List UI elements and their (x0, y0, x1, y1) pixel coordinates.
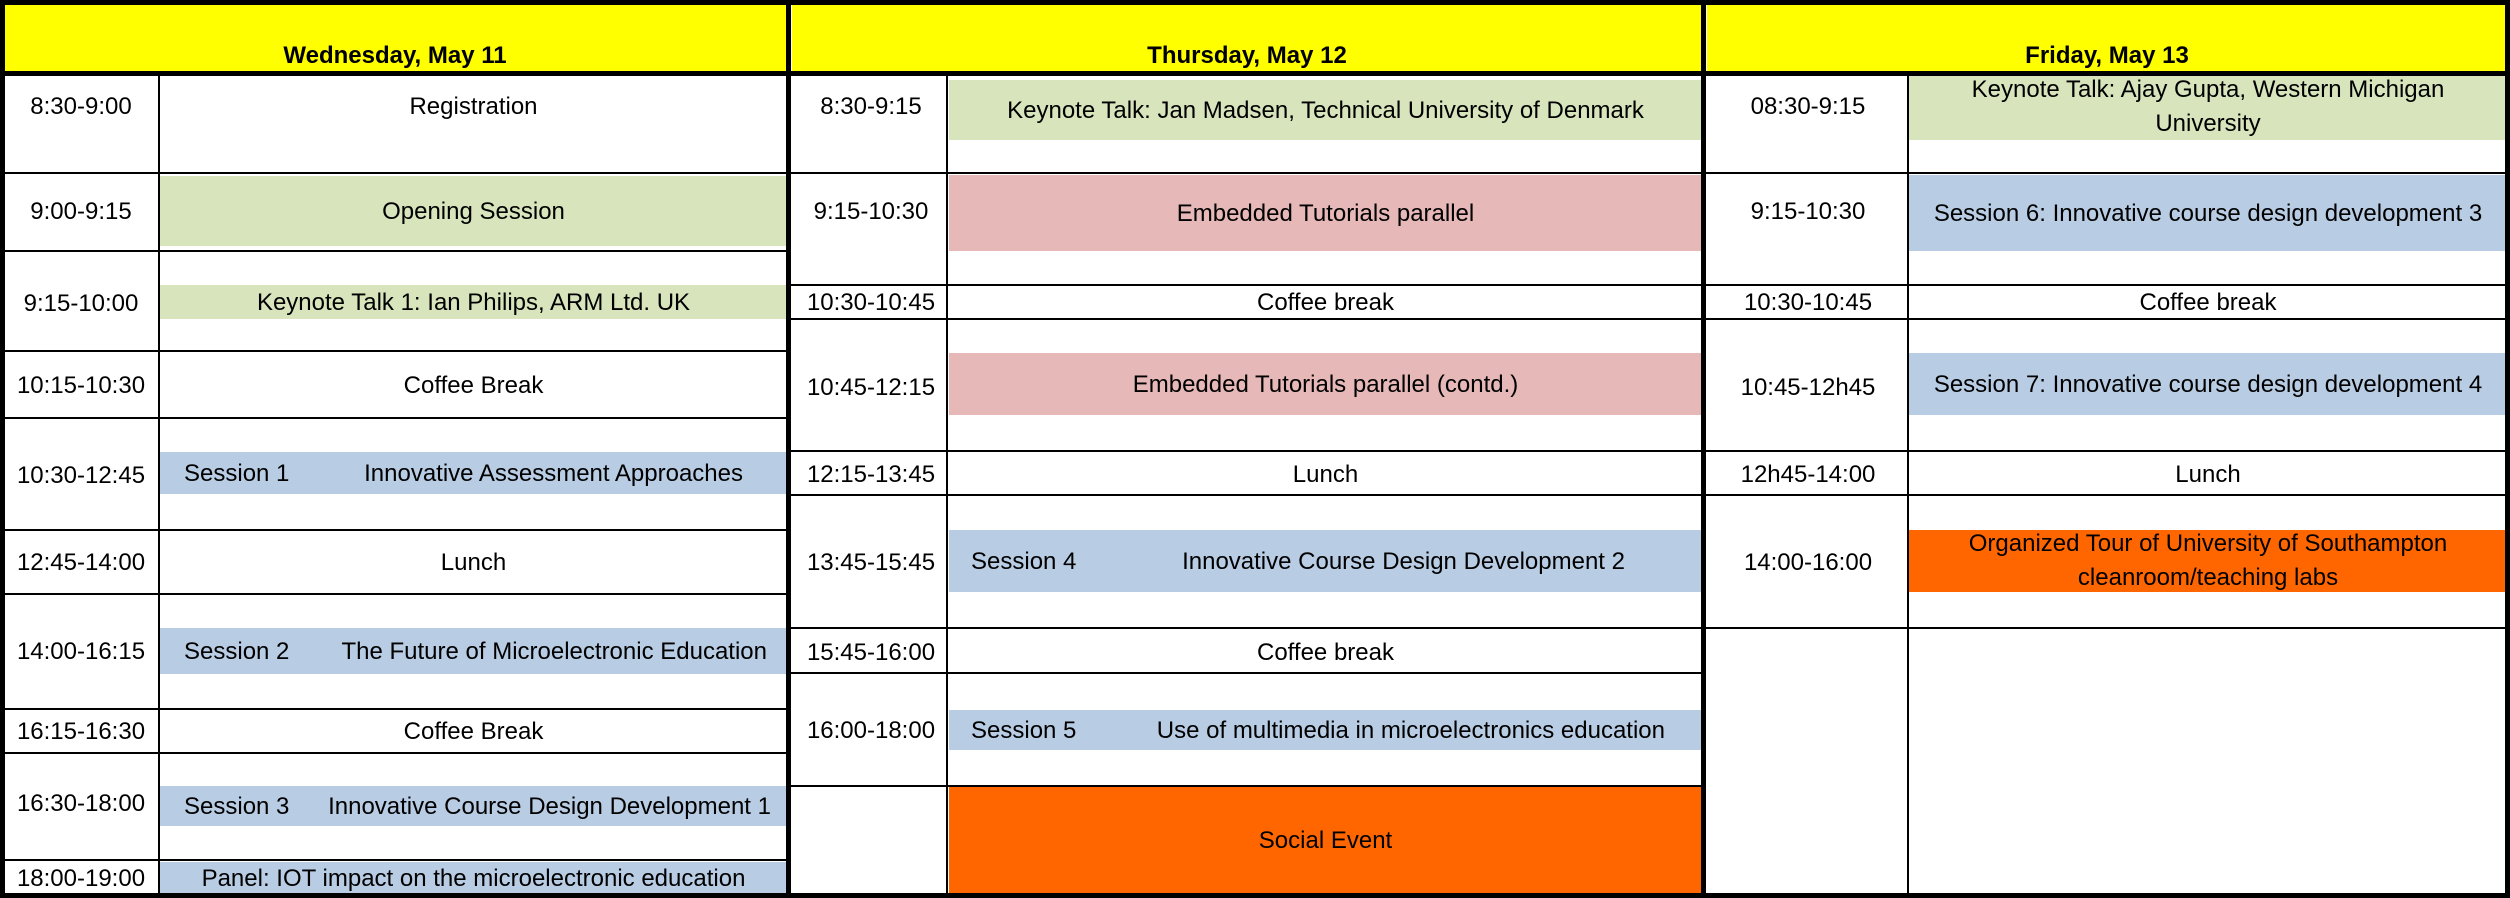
grid-line (158, 74, 160, 896)
time-cell: 8:30-9:15 (820, 92, 922, 120)
event-session-6: Session 6: Innovative course design development 3 (1909, 175, 2507, 251)
grid-line (0, 893, 2510, 898)
grid-line (2505, 0, 2510, 898)
time-cell: 12:15-13:45 (806, 460, 936, 488)
session-number: Session 2 (184, 637, 290, 665)
event-session-2 (160, 628, 787, 674)
event-lunch: Lunch (2175, 460, 2241, 488)
time-cell: 12h45-14:00 (1740, 460, 1876, 488)
event-keynote: Keynote Talk 1: Ian Philips, ARM Ltd. UK (160, 285, 787, 319)
event-lunch: Lunch (1292, 460, 1359, 488)
keynote-line-1: Keynote Talk: Ajay Gupta, Western Michigan (1971, 76, 2445, 103)
time-cell: 13:45-15:45 (806, 548, 936, 576)
grid-line (790, 494, 1703, 496)
tour-line-2: cleanroom/teaching labs (2077, 564, 2339, 591)
time-cell: 16:00-18:00 (806, 716, 936, 744)
event-embedded-tutorials: Embedded Tutorials parallel (949, 175, 1702, 251)
session-title: Innovative Course Design Development 2 (1182, 547, 1625, 575)
grid-line (790, 627, 1703, 629)
session-title: Innovative Assessment Approaches (364, 459, 743, 487)
event-session-4 (949, 530, 1702, 592)
grid-line (1705, 172, 2507, 174)
session-title: The Future of Microelectronic Education (341, 637, 767, 665)
day-header-label: Thursday, May 12 (1147, 42, 1347, 69)
event-coffee-break: Coffee break (1257, 288, 1394, 316)
session-number: Session 1 (184, 459, 290, 487)
event-embedded-tutorials-contd: Embedded Tutorials parallel (contd.) (949, 353, 1702, 415)
event-panel: Panel: IOT impact on the microelectronic education (160, 862, 787, 894)
time-cell: 10:45-12:15 (806, 373, 936, 401)
grid-line (1705, 450, 2507, 452)
time-cell: 12:45-14:00 (16, 548, 146, 576)
event-lunch: Lunch (440, 548, 507, 576)
grid-line (1701, 0, 1706, 898)
day-header-wednesday (3, 0, 787, 74)
event-opening-session: Opening Session (160, 176, 787, 246)
time-cell: 08:30-9:15 (1750, 92, 1866, 120)
grid-line (0, 0, 2510, 5)
grid-line (790, 672, 1703, 674)
grid-line (3, 593, 787, 595)
grid-line (790, 450, 1703, 452)
grid-line (786, 0, 791, 898)
grid-line (1907, 74, 1909, 896)
grid-line (3, 859, 787, 861)
event-session-5 (949, 710, 1702, 750)
grid-line (1705, 627, 2507, 629)
time-cell: 10:15-10:30 (16, 371, 146, 399)
time-cell: 15:45-16:00 (806, 638, 936, 666)
time-cell: 10:30-10:45 (1743, 288, 1873, 316)
event-coffee-break: Coffee break (2139, 288, 2277, 316)
time-cell: 10:45-12h45 (1740, 373, 1876, 401)
time-cell: 16:30-18:00 (16, 789, 146, 817)
time-cell: 10:30-10:45 (806, 288, 936, 316)
event-registration: Registration (409, 92, 538, 120)
grid-line (0, 0, 5, 898)
day-header-friday (1707, 0, 2507, 74)
grid-line (3, 250, 787, 252)
day-header-label: Wednesday, May 11 (283, 42, 507, 69)
time-cell: 9:15-10:30 (1750, 197, 1866, 225)
grid-line (3, 708, 787, 710)
event-coffee-break: Coffee break (1257, 638, 1394, 666)
grid-line (790, 785, 1703, 787)
time-cell: 9:15-10:30 (813, 197, 929, 225)
event-session-3 (160, 786, 787, 826)
event-coffee-break: Coffee Break (403, 371, 544, 399)
grid-line (3, 417, 787, 419)
time-cell: 18:00-19:00 (16, 864, 146, 892)
grid-line (790, 318, 1703, 320)
event-keynote (1909, 74, 2507, 140)
grid-line (3, 172, 787, 174)
grid-line (1705, 284, 2507, 286)
grid-line (790, 284, 1703, 286)
event-social: Social Event (949, 787, 1702, 894)
time-cell: 14:00-16:15 (16, 637, 146, 665)
event-keynote: Keynote Talk: Jan Madsen, Technical University of Denmark (949, 80, 1702, 140)
session-number: Session 3 (184, 792, 290, 820)
time-cell: 9:00-9:15 (30, 197, 132, 225)
session-number: Session 4 (971, 547, 1077, 575)
grid-line (3, 529, 787, 531)
tour-line-1: Organized Tour of University of Southampton (1968, 530, 2448, 557)
time-cell: 8:30-9:00 (30, 92, 132, 120)
day-header-thursday (792, 0, 1702, 74)
time-cell: 10:30-12:45 (16, 461, 146, 489)
time-cell: 9:15-10:00 (23, 289, 139, 317)
time-cell: 14:00-16:00 (1743, 548, 1873, 576)
grid-line (1705, 494, 2507, 496)
event-organized-tour (1909, 530, 2507, 592)
keynote-line-2: University (2155, 110, 2261, 137)
grid-line (0, 71, 2510, 76)
session-title: Innovative Course Design Development 1 (328, 792, 771, 820)
time-cell: 16:15-16:30 (16, 717, 146, 745)
event-session-7: Session 7: Innovative course design development 4 (1909, 353, 2507, 415)
grid-line (3, 350, 787, 352)
day-header-label: Friday, May 13 (2025, 42, 2189, 69)
session-number: Session 5 (971, 716, 1077, 744)
session-title: Use of multimedia in microelectronics education (1156, 716, 1665, 744)
grid-line (3, 752, 787, 754)
grid-line (1705, 318, 2507, 320)
grid-line (946, 74, 948, 896)
grid-line (790, 172, 1703, 174)
event-coffee-break: Coffee Break (403, 717, 544, 745)
event-session-1 (160, 452, 787, 494)
